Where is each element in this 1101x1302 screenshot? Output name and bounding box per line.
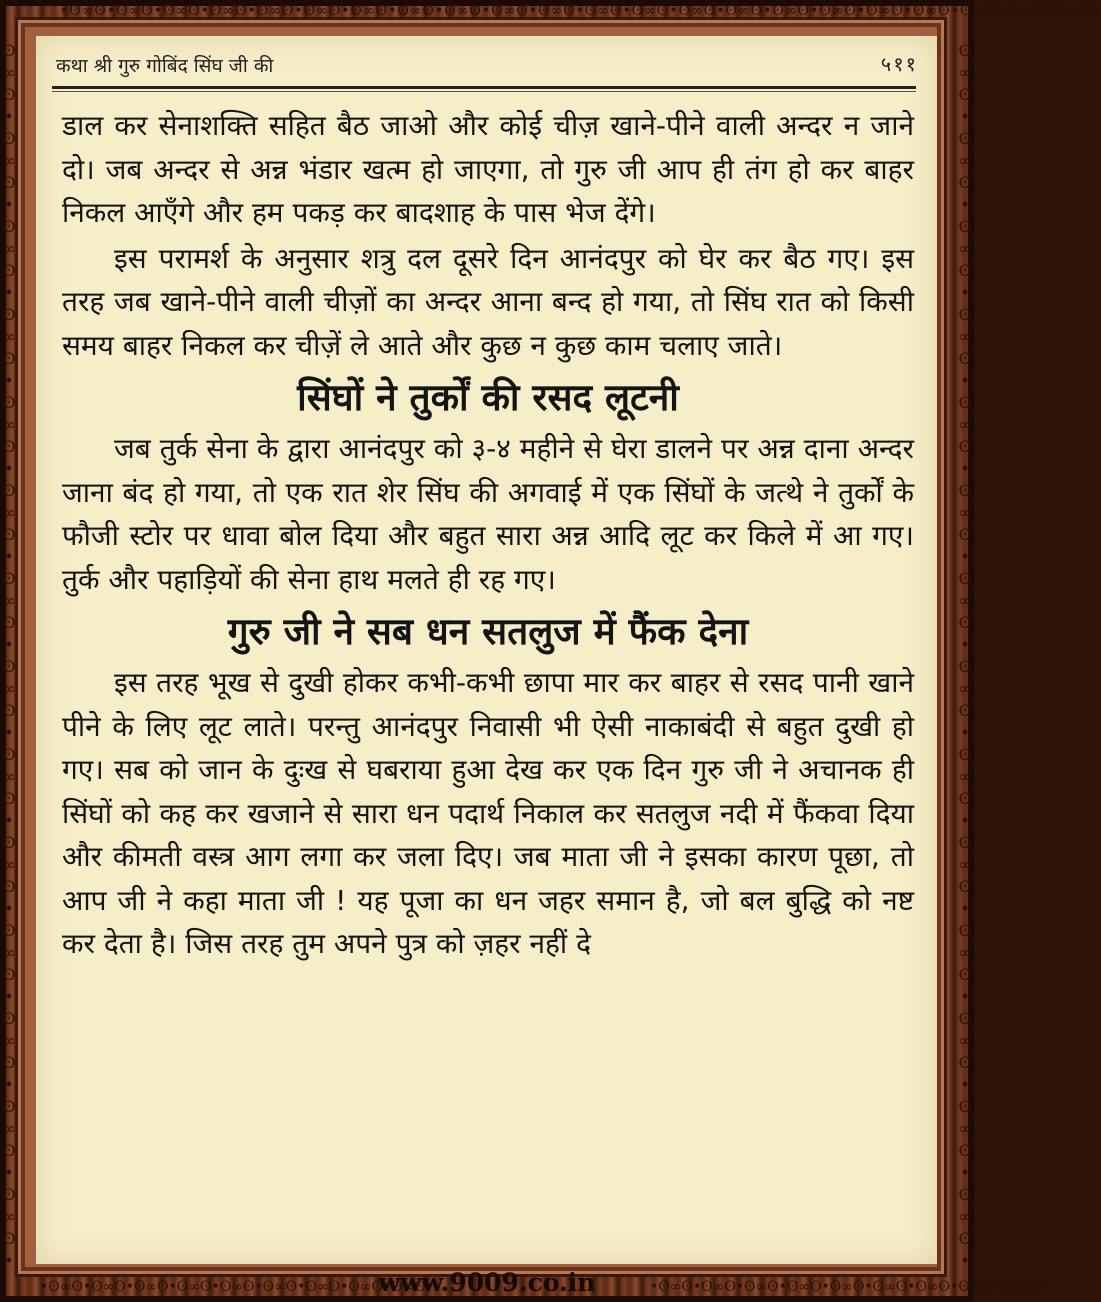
page-number: ५११ <box>880 52 918 76</box>
paragraph-2: इस परामर्श के अनुसार शत्रु दल दूसरे दिन आनंदपुर को घेर कर बैठ गए। इस तरह जब खाने-पीने वाली चीज़ों का अन्दर आना बन्द हो गया, तो सिंघ रात को किसी समय बाहर निकल कर चीज़ें ले आते और कुछ न कुछ काम चलाए जाते। <box>62 241 914 362</box>
right-ornament: ʘ ∞ ʘ • ʘ ∞ ʘ • ʘ ∞ ʘ • ʘ ∞ ʘ • ʘ ∞ ʘ • ʘ ∞ ʘ • ʘ ∞ ʘ • ʘ ∞ ʘ • ʘ ∞ ʘ • ʘ ∞ ʘ • ʘ ∞ ʘ • ʘ ∞ ʘ • ʘ ∞ ʘ • ʘ ∞ ʘ • <box>958 41 972 1270</box>
section-1-text: जब तुर्क सेना के द्वारा आनंदपुर को ३-४ महीने से घेरा डालने पर अन्न दाना अन्दर जाना बंद हो गया, तो एक रात शेर सिंघ की अगवाई में एक सिंघों के जत्थे ने तुर्कों के फौजी स्टोर पर धावा बोल दिया और बहुत सारा अन्न आदि लूट कर किले में आ गए। तुर्क और पहाड़ियों की सेना हाथ मलते ही रह गए। <box>62 432 914 596</box>
page-body <box>62 104 914 968</box>
header-divider-thin <box>52 91 916 92</box>
top-ornament: •ʘ∞ʘ•ʘ∞ʘ•ʘ∞ʘ•ʘ∞ʘ•ʘ∞ʘ•ʘ∞ʘ•ʘ∞ʘ•ʘ∞ʘ•ʘ∞ʘ•ʘ∞ʘ•ʘ∞ʘ•ʘ∞ʘ•ʘ∞ʘ•ʘ∞ʘ•ʘ∞ʘ•ʘ∞ʘ•ʘ∞ʘ•ʘ∞ʘ•ʘ∞ʘ•ʘ∞ʘ•ʘ∞ʘ•ʘ∞ʘ• <box>60 3 1101 19</box>
running-header <box>56 48 918 82</box>
bottom-ornament-left: •ʘ∞ʘ•ʘ∞ʘ•ʘ∞ʘ•ʘ∞ʘ•ʘ∞ʘ•ʘ∞ʘ•ʘ∞ʘ•ʘ∞ʘ•ʘ∞ʘ• <box>40 1279 435 1295</box>
left-ornament: ʘ ∞ ʘ • ʘ ∞ ʘ • ʘ ∞ ʘ • ʘ ∞ ʘ • ʘ ∞ ʘ • ʘ ∞ ʘ • ʘ ∞ ʘ • ʘ ∞ ʘ • ʘ ∞ ʘ • ʘ ∞ ʘ • ʘ ∞ ʘ • ʘ ∞ ʘ • ʘ ∞ ʘ • ʘ ∞ ʘ • <box>2 41 16 1270</box>
section-heading-2: गुरु जी ने सब धन सतलुज में फैंक देना <box>227 610 749 653</box>
book-page <box>36 36 937 1264</box>
section-heading-1: सिंघों ने तुर्कों की रसद लूटनी <box>297 376 679 419</box>
header-title: कथा श्री गुरु गोबिंद सिंघ जी की <box>56 55 274 77</box>
section-2-text: इस तरह भूख से दुखी होकर कभी-कभी छापा मार कर बाहर से रसद पानी खाने पीने के लिए लूट लाते। परन्तु आनंदपुर निवासी भी ऐसी नाकाबंदी से बहुत दुखी हो गए। सब को जान के दुःख से घबराया हुआ देख कर एक दिन गुरु जी ने अचानक ही सिंघों को कह कर खजाने से सारा धन पदार्थ निकाल कर सतलुज नदी में फैंकवा दिया और कीमती वस्त्र आग लगा कर जला दिए। जब माता जी ने इसका कारण पूछा, तो आप जी ने कहा माता जी ! यह पूजा का धन जहर समान है, जो बल बुद्धि को नष्ट कर देता है। जिस तरह तुम अपने पुत्र को ज़हर नहीं दे <box>62 666 914 960</box>
website-footer: www.9009.co.in <box>378 1268 596 1297</box>
paragraph-1: डाल कर सेनाशक्ति सहित बैठ जाओ और कोई चीज़ खाने-पीने वाली अन्दर न जाने दो। जब अन्दर से अन्न भंडार खत्म हो जाएगा, तो गुरु जी आप ही तंग हो कर बाहर निकल आएँगे और हम पकड़ कर बादशाह के पास भेज देंगे। <box>62 109 914 229</box>
header-divider <box>52 86 916 89</box>
bottom-ornament-right: •ʘ∞ʘ•ʘ∞ʘ•ʘ∞ʘ•ʘ∞ʘ•ʘ∞ʘ•ʘ∞ʘ•ʘ∞ʘ•ʘ∞ʘ•ʘ∞ʘ• <box>650 1279 1045 1295</box>
